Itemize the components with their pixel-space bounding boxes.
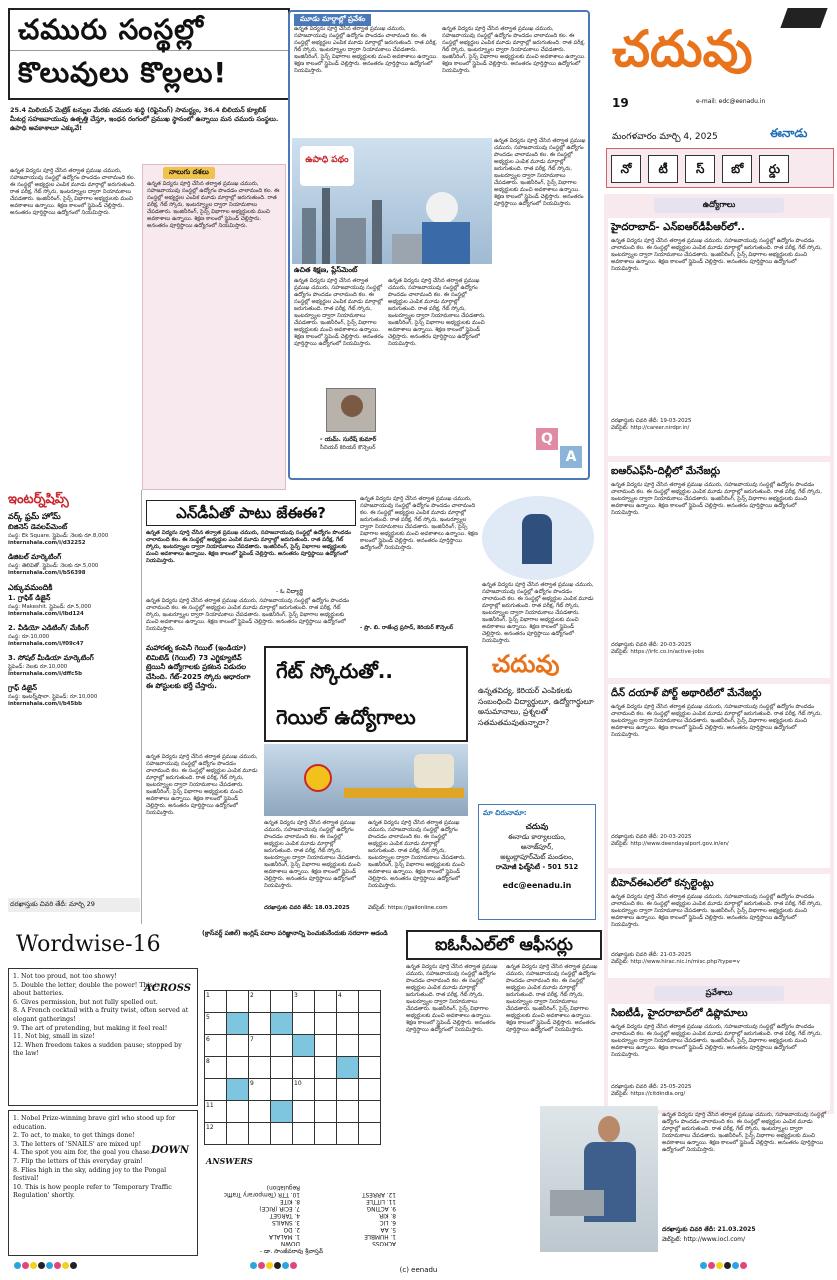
tank-icon	[414, 754, 454, 788]
lead-deck: 25.4 మిలియన్ మెట్రిక్ టన్నుల మేరకు చమురు శుద్ధి (రిఫైనింగ్) సామర్థ్యం, 36.4 బిలియన్ క్యూబిక్ మీటర్ల సహజవాయువు ఉత్పత్తి చేస్తూ, ఇంధన రంగంలో ప్రముఖ స్థానంలో ఉన్నాయి మన చమురు సంస్థలు. ఉపాధి అవకాశాలూ ఎక్కువే!	[10, 106, 279, 132]
q-letter: Q	[536, 428, 558, 450]
intern-details-5: స్టైపెండ్: నెలకు రూ.10,000	[8, 664, 68, 670]
three-ways-col2: ఉన్నత విద్యను పూర్తి చేసిన తర్వాత ప్రముఖ చమురు, సహజవాయువు సంస్థల్లో ఉద్యోగం పొందడం చాలామంది కల. ఈ సంస్థల్లో అభ్యర్థుల ఎంపిక మూడు మార్గాల్లో జరుగుతుంది. రాత పరీక్ష, గేట్ స్కోరు, ఇంటర్వ్యూల ద్వారా నియామకాలు చేపడతారు. ఇంజినీరింగ్, సైన్స్ విభాగాల అభ్యర్థులకు మంచి అవకాశాలు ఉన్నాయి. శిక్షణ కాలంలో స్టైపెండ్ చెల్లిస్తారు. అనంతరం పూర్తిస్థాయి ఉద్యోగంలో నియమిస్తారు.	[294, 278, 384, 347]
grid-cell[interactable]: 9	[249, 1079, 271, 1101]
lead-headline-line2: కొలువులు కొల్లలు!	[10, 50, 288, 95]
job-website-1[interactable]: వెబ్‌సైట్: http://career.nirdpr.in/	[611, 425, 690, 431]
grid-cell[interactable]	[315, 1035, 337, 1057]
notice-tile-2: టీ	[648, 155, 678, 183]
grid-cell[interactable]: 7	[249, 1035, 271, 1057]
across-clue-4: 9. The art of pretending, but making it feel real!	[13, 1024, 168, 1032]
gail-intro: మహారత్న కంపెనీ గెయిల్ (ఇండియా) లిమిటెడ్ (గెయిల్) 73 ఎగ్జిక్యూటివ్ ట్రెయినీ ఉద్యోగాలకు ప్రకటన విడుదల చేసింది. గేట్-2025 స్కోరు ఆధారంగా ఈ పోస్టులకు భర్తీ చేస్తారు.	[146, 644, 251, 691]
wordwise-title: Wordwise-16	[16, 932, 161, 957]
grid-cell	[271, 1013, 293, 1035]
nda-headline: ఎన్‌డీఏతో పాటు జేఈఈ?	[146, 500, 356, 526]
gail-headline-1: గేట్ స్కోరుతో..	[276, 659, 393, 683]
sidebar	[604, 194, 834, 1114]
nda-answer-sign: - ప్రొ. బి. రాజేంద్ర ప్రసాద్, కెరియర్ కౌన్సెలర్	[360, 625, 454, 631]
grid-cell[interactable]	[359, 1013, 381, 1035]
job-card-3	[608, 684, 830, 868]
black-dot-icon	[274, 1262, 281, 1269]
cyan-dot-icon	[732, 1262, 739, 1269]
intern-details-6: సంస్థ: ఇంటర్న్‌షాలా. స్టైపెండ్: రూ.10,000	[8, 694, 98, 700]
intern-link-1[interactable]: internshala.com/i/d32252	[8, 540, 86, 546]
grid-cell[interactable]	[359, 991, 381, 1013]
grid-cell[interactable]	[337, 1101, 359, 1123]
author-photo	[326, 388, 376, 432]
yellow-dot-icon	[62, 1262, 69, 1269]
wordwise-intro: (క్రాస్‌వర్డ్ పజిల్) ఇంగ్లిష్ పదాల పరిజ్ఞానాన్ని పెంచుకునేందుకు సరదాగా ఆడండి	[202, 930, 388, 937]
iocl-body-col3: ఉన్నత విద్యను పూర్తి చేసిన తర్వాత ప్రముఖ చమురు, సహజవాయువు సంస్థల్లో ఉద్యోగం పొందడం చాలామంది కల. ఈ సంస్థల్లో అభ్యర్థుల ఎంపిక మూడు మార్గాల్లో జరుగుతుంది. రాత పరీక్ష, గేట్ స్కోరు, ఇంటర్వ్యూల ద్వారా నియామకాలు చేపడతారు. ఇంజినీరింగ్, సైన్స్ విభాగాల అభ్యర్థులకు మంచి అవకాశాలు ఉన్నాయి. శిక్షణ కాలంలో స్టైపెండ్ చెల్లిస్తారు. అనంతరం పూర్తిస్థాయి ఉద్యోగంలో నియమిస్తారు.	[662, 1112, 827, 1153]
intern-details-2: సంస్థ: తెలివితో. స్టైపెండ్: నెలకు రూ.5,000	[8, 563, 99, 569]
cyan-dot-icon	[250, 1262, 257, 1269]
job-title-4: బీహెచ్‌ఈఎల్‌లో కన్సల్టెంట్లు	[611, 878, 714, 889]
grid-cell[interactable]	[359, 1123, 381, 1145]
intern-sub-5: 3. సోషల్ మీడియా మార్కెటింగ్	[8, 654, 94, 662]
grid-cell[interactable]	[337, 1013, 359, 1035]
promo-logo: చదువు	[492, 649, 560, 678]
down-clue-3: 4. The spot you aim for, the goal you chase.	[13, 1149, 152, 1157]
intern-sub-1: బిజినెస్ డెవలప్‌మెంట్	[8, 523, 68, 531]
gail-headline-2: గెయిల్ ఉద్యోగాలు	[276, 705, 416, 729]
answer-across-7: 12. ARREST	[362, 1191, 396, 1197]
answers-down	[210, 1183, 300, 1246]
intern-entry-5	[8, 654, 140, 678]
wordwise	[6, 928, 402, 1260]
graduation-cap-icon	[780, 8, 827, 28]
intern-sub-4: 2. వీడియో ఎడిటింగ్/ మేకింగ్	[8, 624, 89, 632]
students-illustration	[482, 496, 594, 580]
print-color-bar-right	[700, 1254, 748, 1273]
upadhi-graphic	[292, 138, 492, 264]
promo-address-2: అనాజ్‌పూర్,	[520, 843, 554, 851]
down-label: DOWN	[151, 1145, 189, 1156]
grid-cell[interactable]	[249, 1123, 271, 1145]
qa-icon	[532, 426, 588, 486]
page-number: 19	[612, 96, 629, 110]
gail-photo	[264, 744, 468, 816]
notice-tile-3: స్	[685, 155, 715, 183]
iocl-body-col2: ఉన్నత విద్యను పూర్తి చేసిన తర్వాత ప్రముఖ చమురు, సహజవాయువు సంస్థల్లో ఉద్యోగం పొందడం చాలామంది కల. ఈ సంస్థల్లో అభ్యర్థుల ఎంపిక మూడు మార్గాల్లో జరుగుతుంది. రాత పరీక్ష, గేట్ స్కోరు, ఇంటర్వ్యూల ద్వారా నియామకాలు చేపడతారు. ఇంజినీరింగ్, సైన్స్ విభాగాల అభ్యర్థులకు మంచి అవకాశాలు ఉన్నాయి. శిక్షణ కాలంలో స్టైపెండ్ చెల్లిస్తారు. అనంతరం పూర్తిస్థాయి ఉద్యోగంలో నియమిస్తారు.	[506, 964, 598, 1033]
promo-address-box	[478, 804, 596, 920]
grid-cell[interactable]: 8	[205, 1057, 227, 1079]
grid-cell[interactable]	[249, 1101, 271, 1123]
job-deadline-3: దరఖాస్తుకు చివరి తేదీ: 20-03-2025	[611, 834, 692, 840]
grid-cell[interactable]: 2	[249, 991, 271, 1013]
cyan-dot-icon	[282, 1262, 289, 1269]
promo-address-0: చదువు	[525, 822, 549, 831]
cyan-dot-icon	[14, 1262, 21, 1269]
black-dot-icon	[38, 1262, 45, 1269]
job-body-1: ఉన్నత విద్యను పూర్తి చేసిన తర్వాత ప్రముఖ చమురు, సహజవాయువు సంస్థల్లో ఉద్యోగం పొందడం చాలామంది కల. ఈ సంస్థల్లో అభ్యర్థుల ఎంపిక మూడు మార్గాల్లో జరుగుతుంది. రాత పరీక్ష, గేట్ స్కోరు, ఇంటర్వ్యూల ద్వారా నియామకాలు చేపడతారు. ఇంజినీరింగ్, సైన్స్ విభాగాల అభ్యర్థులకు మంచి అవకాశాలు ఉన్నాయి. శిక్షణ కాలంలో స్టైపెండ్ చెల్లిస్తారు. అనంతరం పూర్తిస్థాయి ఉద్యోగంలో నియమిస్తారు.	[611, 238, 822, 272]
three-ways-col4: ఉన్నత విద్యను పూర్తి చేసిన తర్వాత ప్రముఖ చమురు, సహజవాయువు సంస్థల్లో ఉద్యోగం పొందడం చాలామంది కల. ఈ సంస్థల్లో అభ్యర్థుల ఎంపిక మూడు మార్గాల్లో జరుగుతుంది. రాత పరీక్ష, గేట్ స్కోరు, ఇంటర్వ్యూల ద్వారా నియామకాలు చేపడతారు. ఇంజినీరింగ్, సైన్స్ విభాగాల అభ్యర్థులకు మంచి అవకాశాలు ఉన్నాయి. శిక్షణ కాలంలో స్టైపెండ్ చెల్లిస్తారు. అనంతరం పూర్తిస్థాయి ఉద్యోగంలో నియమిస్తారు.	[494, 138, 586, 207]
intern-details-1: సంస్థ: Ek Square. స్టైపెండ్: నెలకు రూ.8,000	[8, 533, 109, 539]
nda-answer-2: ఉన్నత విద్యను పూర్తి చేసిన తర్వాత ప్రముఖ చమురు, సహజవాయువు సంస్థల్లో ఉద్యోగం పొందడం చాలామంది కల. ఈ సంస్థల్లో అభ్యర్థుల ఎంపిక మూడు మార్గాల్లో జరుగుతుంది. రాత పరీక్ష, గేట్ స్కోరు, ఇంటర్వ్యూల ద్వారా నియామకాలు చేపడతారు. ఇంజినీరింగ్, సైన్స్ విభాగాల అభ్యర్థులకు మంచి అవకాశాలు ఉన్నాయి. శిక్షణ కాలంలో స్టైపెండ్ చెల్లిస్తారు. అనంతరం పూర్తిస్థాయి ఉద్యోగంలో నియమిస్తారు.	[360, 496, 478, 551]
answer-across-1: 1. HUMBLE	[364, 1233, 396, 1239]
yellow-dot-icon	[266, 1262, 273, 1269]
grid-cell[interactable]: 6	[205, 1035, 227, 1057]
three-ways-box	[288, 10, 590, 480]
grid-cell[interactable]: 4	[337, 991, 359, 1013]
grid-cell[interactable]	[227, 991, 249, 1013]
answer-across-5: 9. ACTING	[366, 1205, 396, 1211]
gail-logo-icon	[304, 764, 332, 792]
grid-cell[interactable]: 5	[205, 1013, 227, 1035]
grid-cell[interactable]	[249, 1013, 271, 1035]
intern-sub-3: 1. గ్రాఫిక్ డిజైన్	[8, 594, 51, 602]
graphic-caption: ఉచిత శిక్షణ, ప్లేస్‌మెంట్	[294, 266, 358, 274]
magenta-dot-icon	[258, 1262, 265, 1269]
iocl-website[interactable]: వెబ్‌సైట్: http://www.iocl.com/	[662, 1236, 746, 1243]
grid-cell[interactable]	[337, 1035, 359, 1057]
grid-cell[interactable]	[293, 1101, 315, 1123]
grid-cell[interactable]	[315, 1057, 337, 1079]
nda-story	[146, 496, 598, 644]
admission-website[interactable]: వెబ్‌సైట్: https://citdindia.org/	[611, 1091, 686, 1097]
grid-cell[interactable]	[227, 1101, 249, 1123]
masthead	[606, 4, 834, 190]
admission-body: ఉన్నత విద్యను పూర్తి చేసిన తర్వాత ప్రముఖ చమురు, సహజవాయువు సంస్థల్లో ఉద్యోగం పొందడం చాలామంది కల. ఈ సంస్థల్లో అభ్యర్థుల ఎంపిక మూడు మార్గాల్లో జరుగుతుంది. రాత పరీక్ష, గేట్ స్కోరు, ఇంటర్వ్యూల ద్వారా నియామకాలు చేపడతారు. ఇంజినీరింగ్, సైన్స్ విభాగాల అభ్యర్థులకు మంచి అవకాశాలు ఉన్నాయి. శిక్షణ కాలంలో స్టైపెండ్ చెల్లిస్తారు. అనంతరం పూర్తిస్థాయి ఉద్యోగంలో నియమిస్తారు.	[611, 1024, 822, 1058]
gail-website[interactable]: వెబ్‌సైట్: https://gailonline.com	[368, 905, 448, 911]
grid-cell	[271, 1101, 293, 1123]
across-box	[8, 968, 198, 1106]
intern-sub-2: డిజిటల్ మార్కెటింగ్	[8, 553, 62, 561]
nda-answer-3: ఉన్నత విద్యను పూర్తి చేసిన తర్వాత ప్రముఖ చమురు, సహజవాయువు సంస్థల్లో ఉద్యోగం పొందడం చాలామంది కల. ఈ సంస్థల్లో అభ్యర్థుల ఎంపిక మూడు మార్గాల్లో జరుగుతుంది. రాత పరీక్ష, గేట్ స్కోరు, ఇంటర్వ్యూల ద్వారా నియామకాలు చేపడతారు. ఇంజినీరింగ్, సైన్స్ విభాగాల అభ్యర్థులకు మంచి అవకాశాలు ఉన్నాయి. శిక్షణ కాలంలో స్టైపెండ్ చెల్లిస్తారు. అనంతరం పూర్తిస్థాయి ఉద్యోగంలో నియమిస్తారు.	[482, 582, 594, 644]
intern-entry-3	[8, 583, 140, 618]
grid-cell[interactable]: 1	[205, 991, 227, 1013]
grid-cell	[227, 1079, 249, 1101]
grid-cell[interactable]	[315, 1123, 337, 1145]
pipeline-icon	[344, 788, 464, 798]
job-title-3: దీన్ దయాళ్ పోర్ట్ అథారిటీలో మేనేజర్లు	[611, 688, 762, 699]
grid-cell[interactable]	[227, 1035, 249, 1057]
job-website-2[interactable]: వెబ్‌సైట్: https://irfc.co.in/active-jobs	[611, 649, 704, 655]
answer-down-5: 7. ECIR (RICE)	[259, 1205, 300, 1211]
cyan-dot-icon	[700, 1262, 707, 1269]
promo-address-3: అబ్దుల్లాపూర్‌మెట్ మండలం,	[500, 853, 574, 861]
down-box	[8, 1110, 198, 1256]
three-ways-tag: మూడు మార్గాల్లో ప్రవేశం	[294, 14, 371, 26]
grid-cell	[227, 1013, 249, 1035]
down-clue-5: 8. Flies high in the sky, adding joy to the Pongal festival!	[13, 1166, 167, 1183]
across-clue-5: 11. Not big, small in size!	[13, 1033, 95, 1041]
gail-body-col3: ఉన్నత విద్యను పూర్తి చేసిన తర్వాత ప్రముఖ చమురు, సహజవాయువు సంస్థల్లో ఉద్యోగం పొందడం చాలామంది కల. ఈ సంస్థల్లో అభ్యర్థుల ఎంపిక మూడు మార్గాల్లో జరుగుతుంది. రాత పరీక్ష, గేట్ స్కోరు, ఇంటర్వ్యూల ద్వారా నియామకాలు చేపడతారు. ఇంజినీరింగ్, సైన్స్ విభాగాల అభ్యర్థులకు మంచి అవకాశాలు ఉన్నాయి. శిక్షణ కాలంలో స్టైపెండ్ చెల్లిస్తారు. అనంతరం పూర్తిస్థాయి ఉద్యోగంలో నియమిస్తారు.	[368, 820, 466, 889]
footer-credit: (c) eenadu	[399, 1266, 438, 1274]
grid-cell[interactable]	[337, 1079, 359, 1101]
magenta-dot-icon	[708, 1262, 715, 1269]
intern-entry-4	[8, 624, 140, 648]
internships	[6, 490, 142, 924]
iocl-photo	[540, 1106, 658, 1252]
grid-cell[interactable]	[271, 1123, 293, 1145]
grid-cell[interactable]	[271, 1057, 293, 1079]
print-color-bar-left	[14, 1254, 78, 1273]
internships-footer: దరఖాస్తుకు చివరి తేదీ: మార్చి 29	[8, 898, 140, 912]
intern-entry-6	[8, 684, 140, 708]
admissions-label: ప్రవేశాలు	[654, 986, 784, 1001]
promo-address-label: మా చిరునామా:	[483, 809, 527, 817]
iocl-deadline: దరఖాస్తుకు చివరి తేదీ: 21.03.2025	[662, 1226, 756, 1233]
answer-down-3: 3. SNAILS	[272, 1219, 300, 1225]
black-dot-icon	[70, 1262, 77, 1269]
answer-down-6: 8. KITE	[279, 1198, 300, 1204]
job-deadline-1: దరఖాస్తుకు చివరి తేదీ: 19-03-2025	[611, 418, 692, 424]
gail-body-col2: ఉన్నత విద్యను పూర్తి చేసిన తర్వాత ప్రముఖ చమురు, సహజవాయువు సంస్థల్లో ఉద్యోగం పొందడం చాలామంది కల. ఈ సంస్థల్లో అభ్యర్థుల ఎంపిక మూడు మార్గాల్లో జరుగుతుంది. రాత పరీక్ష, గేట్ స్కోరు, ఇంటర్వ్యూల ద్వారా నియామకాలు చేపడతారు. ఇంజినీరింగ్, సైన్స్ విభాగాల అభ్యర్థులకు మంచి అవకాశాలు ఉన్నాయి. శిక్షణ కాలంలో స్టైపెండ్ చెల్లిస్తారు. అనంతరం పూర్తిస్థాయి ఉద్యోగంలో నియమిస్తారు.	[264, 820, 362, 889]
print-color-bar-mid	[250, 1254, 298, 1273]
answer-down-4: 4. TARGET	[269, 1212, 300, 1218]
grid-cell[interactable]	[271, 1079, 293, 1101]
job-body-4: ఉన్నత విద్యను పూర్తి చేసిన తర్వాత ప్రముఖ చమురు, సహజవాయువు సంస్థల్లో ఉద్యోగం పొందడం చాలామంది కల. ఈ సంస్థల్లో అభ్యర్థుల ఎంపిక మూడు మార్గాల్లో జరుగుతుంది. రాత పరీక్ష, గేట్ స్కోరు, ఇంటర్వ్యూల ద్వారా నియామకాలు చేపడతారు. ఇంజినీరింగ్, సైన్స్ విభాగాల అభ్యర్థులకు మంచి అవకాశాలు ఉన్నాయి. శిక్షణ కాలంలో స్టైపెండ్ చెల్లిస్తారు. అనంతరం పూర్తిస్థాయి ఉద్యోగంలో నియమిస్తారు.	[611, 894, 822, 928]
iocl-headline: ఐఓసీఎల్‌లో ఆఫీసర్లు	[406, 930, 602, 960]
across-clue-1: 5. Double the letter, double the power! This is about batteries.	[13, 981, 161, 998]
student-figure-icon	[522, 514, 552, 564]
gail-headline-box	[264, 646, 468, 742]
answers-block	[206, 1166, 396, 1246]
grid-cell[interactable]	[359, 1079, 381, 1101]
masthead-date: మంగళవారం మార్చి 4, 2025	[612, 132, 718, 142]
across-clue-2: 6. Gives permission, but not fully spelled out.	[13, 998, 158, 1006]
intern-heading-1: వర్క్ ఫ్రమ్ హోమ్	[8, 512, 61, 521]
notice-tile-5: ర్డు	[759, 155, 789, 183]
intern-details-4: సంస్థ: రూ.10,000	[8, 634, 50, 640]
grid-cell[interactable]	[315, 1079, 337, 1101]
admission-deadline: దరఖాస్తుకు చివరి తేదీ: 25-05-2025	[611, 1084, 692, 1090]
answers-label: ANSWERS	[206, 1156, 253, 1166]
down-clue-4: 7. Flip the letters of this everyday grain!	[13, 1157, 143, 1165]
jobs-label: ఉద్యోగాలు	[654, 198, 784, 213]
internships-list	[8, 512, 140, 892]
answer-down-0: DOWN	[280, 1240, 300, 1246]
gail-body-col1: ఉన్నత విద్యను పూర్తి చేసిన తర్వాత ప్రముఖ చమురు, సహజవాయువు సంస్థల్లో ఉద్యోగం పొందడం చాలామంది కల. ఈ సంస్థల్లో అభ్యర్థుల ఎంపిక మూడు మార్గాల్లో జరుగుతుంది. రాత పరీక్ష, గేట్ స్కోరు, ఇంటర్వ్యూల ద్వారా నియామకాలు చేపడతారు. ఇంజినీరింగ్, సైన్స్ విభాగాల అభ్యర్థులకు మంచి అవకాశాలు ఉన్నాయి. శిక్షణ కాలంలో స్టైపెండ్ చెల్లిస్తారు. అనంతరం పూర్తిస్థాయి ఉద్యోగంలో నియమిస్తారు.	[146, 754, 258, 816]
grid-cell[interactable]	[293, 1057, 315, 1079]
down-clue-0: 1. Nobel Prize-winning brave girl who stood up for education.	[13, 1115, 176, 1131]
job-body-2: ఉన్నత విద్యను పూర్తి చేసిన తర్వాత ప్రముఖ చమురు, సహజవాయువు సంస్థల్లో ఉద్యోగం పొందడం చాలామంది కల. ఈ సంస్థల్లో అభ్యర్థుల ఎంపిక మూడు మార్గాల్లో జరుగుతుంది. రాత పరీక్ష, గేట్ స్కోరు, ఇంటర్వ్యూల ద్వారా నియామకాలు చేపడతారు. ఇంజినీరింగ్, సైన్స్ విభాగాల అభ్యర్థులకు మంచి అవకాశాలు ఉన్నాయి. శిక్షణ కాలంలో స్టైపెండ్ చెల్లిస్తారు. అనంతరం పూర్తిస్థాయి ఉద్యోగంలో నియమిస్తారు.	[611, 482, 822, 516]
graphic-title: ఉపాధి పథం	[305, 155, 349, 165]
grid-cell[interactable]	[337, 1123, 359, 1145]
magenta-dot-icon	[54, 1262, 61, 1269]
masthead-logo: చదువు	[612, 19, 753, 78]
author-avatar	[341, 395, 363, 417]
grid-cell[interactable]	[359, 1035, 381, 1057]
intern-link-4[interactable]: internshala.com/i/f09c47	[8, 641, 84, 647]
grid-cell[interactable]	[315, 991, 337, 1013]
job-deadline-4: దరఖాస్తుకు చివరి తేదీ: 21-03-2025	[611, 952, 692, 958]
job-website-3[interactable]: వెబ్‌సైట్: http://www.deendayalport.gov.in/en/	[611, 841, 729, 847]
across-clue-0: 1. Not too proud, not too showy!	[13, 973, 117, 980]
grid-cell[interactable]	[293, 1013, 315, 1035]
answer-across-3: 6. LIC	[379, 1219, 396, 1225]
masthead-email: e-mail: edc@eenadu.in	[696, 98, 766, 105]
intern-sub-6: గ్రాఫ్ డిజైన్	[8, 684, 37, 692]
job-card-1	[608, 218, 830, 456]
grid-cell[interactable]	[293, 1123, 315, 1145]
admission-title: సిఐటీడీ, హైదరాబాద్‌లో డిప్లొమాలు	[611, 1008, 748, 1019]
cyan-dot-icon	[46, 1262, 53, 1269]
three-ways-body: ఉన్నత విద్యను పూర్తి చేసిన తర్వాత ప్రముఖ చమురు, సహజవాయువు సంస్థల్లో ఉద్యోగం పొందడం చాలామంది కల. ఈ సంస్థల్లో అభ్యర్థుల ఎంపిక మూడు మార్గాల్లో జరుగుతుంది. రాత పరీక్ష, గేట్ స్కోరు, ఇంటర్వ్యూల ద్వారా నియామకాలు చేపడతారు. ఇంజినీరింగ్, సైన్స్ విభాగాల అభ్యర్థులకు మంచి అవకాశాలు ఉన్నాయి. శిక్షణ కాలంలో స్టైపెండ్ చెల్లిస్తారు. అనంతరం పూర్తిస్థాయి ఉద్యోగంలో నియమిస్తారు.	[294, 26, 438, 74]
nda-byline: - ఓ విద్యార్థి	[276, 588, 304, 595]
iocl-body-col1: ఉన్నత విద్యను పూర్తి చేసిన తర్వాత ప్రముఖ చమురు, సహజవాయువు సంస్థల్లో ఉద్యోగం పొందడం చాలామంది కల. ఈ సంస్థల్లో అభ్యర్థుల ఎంపిక మూడు మార్గాల్లో జరుగుతుంది. రాత పరీక్ష, గేట్ స్కోరు, ఇంటర్వ్యూల ద్వారా నియామకాలు చేపడతారు. ఇంజినీరింగ్, సైన్స్ విభాగాల అభ్యర్థులకు మంచి అవకాశాలు ఉన్నాయి. శిక్షణ కాలంలో స్టైపెండ్ చెల్లిస్తారు. అనంతరం పూర్తిస్థాయి ఉద్యోగంలో నియమిస్తారు.	[406, 964, 498, 1033]
promo-address-1: ఈనాడు కార్యాలయం,	[508, 833, 566, 841]
black-dot-icon	[724, 1262, 731, 1269]
gail-story	[146, 642, 474, 924]
job-deadline-2: దరఖాస్తుకు చివరి తేదీ: 20-03-2025	[611, 642, 692, 648]
magenta-dot-icon	[22, 1262, 29, 1269]
lead-headline-box	[8, 8, 290, 100]
down-clue-2: 3. The letters of 'SNAILS' are mixed up!	[13, 1140, 142, 1148]
answer-down-2: 2. DO	[283, 1226, 300, 1232]
grid-cell[interactable]	[315, 1013, 337, 1035]
job-title-1: హైదరాబాద్- ఎన్‌ఐఆర్‌డీపీఆర్‌లో..	[611, 222, 745, 233]
down-clue-6: 10. This is how people refer to 'Temporary Traffic Regulation' shortly.	[13, 1183, 172, 1200]
grid-cell	[293, 1035, 315, 1057]
down-clue-1: 2. To act, to make, to get things done!	[13, 1132, 135, 1140]
person-head-icon	[598, 1116, 620, 1142]
grid-cell[interactable]: 10	[293, 1079, 315, 1101]
nda-question: ఉన్నత విద్యను పూర్తి చేసిన తర్వాత ప్రముఖ చమురు, సహజవాయువు సంస్థల్లో ఉద్యోగం పొందడం చాలామంది కల. ఈ సంస్థల్లో అభ్యర్థుల ఎంపిక మూడు మార్గాల్లో జరుగుతుంది. రాత పరీక్ష, గేట్ స్కోరు, ఇంటర్వ్యూల ద్వారా నియామకాలు చేపడతారు. ఇంజినీరింగ్, సైన్స్ విభాగాల అభ్యర్థులకు మంచి అవకాశాలు ఉన్నాయి. శిక్షణ కాలంలో స్టైపెండ్ చెల్లిస్తారు. అనంతరం పూర్తిస్థాయి ఉద్యోగంలో నియమిస్తారు.	[146, 530, 352, 564]
answer-across-6: 11. LITTLE	[366, 1198, 396, 1204]
crossword-grid	[204, 990, 381, 1145]
lead-headline-line1: చమురు సంస్థల్లో	[18, 13, 204, 46]
grid-cell[interactable]: 3	[293, 991, 315, 1013]
intern-link-3[interactable]: internshala.com/i/lbd124	[8, 611, 84, 617]
intern-entry-1	[8, 512, 140, 547]
promo-email[interactable]: edc@eenadu.in	[502, 881, 572, 890]
job-body-3: ఉన్నత విద్యను పూర్తి చేసిన తర్వాత ప్రముఖ చమురు, సహజవాయువు సంస్థల్లో ఉద్యోగం పొందడం చాలామంది కల. ఈ సంస్థల్లో అభ్యర్థుల ఎంపిక మూడు మార్గాల్లో జరుగుతుంది. రాత పరీక్ష, గేట్ స్కోరు, ఇంటర్వ్యూల ద్వారా నియామకాలు చేపడతారు. ఇంజినీరింగ్, సైన్స్ విభాగాల అభ్యర్థులకు మంచి అవకాశాలు ఉన్నాయి. శిక్షణ కాలంలో స్టైపెండ్ చెల్లిస్తారు. అనంతరం పూర్తిస్థాయి ఉద్యోగంలో నియమిస్తారు.	[611, 704, 822, 738]
grid-cell[interactable]	[271, 1035, 293, 1057]
three-ways-body-r: ఉన్నత విద్యను పూర్తి చేసిన తర్వాత ప్రముఖ చమురు, సహజవాయువు సంస్థల్లో ఉద్యోగం పొందడం చాలామంది కల. ఈ సంస్థల్లో అభ్యర్థుల ఎంపిక మూడు మార్గాల్లో జరుగుతుంది. రాత పరీక్ష, గేట్ స్కోరు, ఇంటర్వ్యూల ద్వారా నియామకాలు చేపడతారు. ఇంజినీరింగ్, సైన్స్ విభాగాల అభ్యర్థులకు మంచి అవకాశాలు ఉన్నాయి. శిక్షణ కాలంలో స్టైపెండ్ చెల్లిస్తారు. అనంతరం పూర్తిస్థాయి ఉద్యోగంలో నియమిస్తారు.	[442, 26, 586, 74]
intern-heading-3: ఎక్కువమందికి	[8, 583, 53, 592]
internships-title: ఇంటర్న్‌షిప్స్	[8, 492, 69, 507]
yellow-dot-icon	[30, 1262, 37, 1269]
promo-text: ఉన్నతవిద్య, కెరియర్ ఎంపికలకు సంబంధించి విద్యార్థులూ, ఉద్యోగార్థులూ అనుమానాలు, ప్రశ్నలతో సతమతమవుతున్నారా?	[478, 686, 594, 727]
across-clue-3: 8. A French cocktail with a fruity twist, often served at elegant gatherings!	[13, 1007, 189, 1023]
notice-tile-1: నో	[611, 155, 641, 183]
intern-link-5[interactable]: internshala.com/i/dffc5b	[8, 671, 82, 677]
grid-cell[interactable]	[249, 1057, 271, 1079]
job-title-2: ఐఆర్‌ఎఫ్‌సీ-దిల్లీలో మేనేజర్లు	[611, 466, 721, 477]
intern-entry-2	[8, 553, 140, 577]
nda-answer-1: ఉన్నత విద్యను పూర్తి చేసిన తర్వాత ప్రముఖ చమురు, సహజవాయువు సంస్థల్లో ఉద్యోగం పొందడం చాలామంది కల. ఈ సంస్థల్లో అభ్యర్థుల ఎంపిక మూడు మార్గాల్లో జరుగుతుంది. రాత పరీక్ష, గేట్ స్కోరు, ఇంటర్వ్యూల ద్వారా నియామకాలు చేపడతారు. ఇంజినీరింగ్, సైన్స్ విభాగాల అభ్యర్థులకు మంచి అవకాశాలు ఉన్నాయి. శిక్షణ కాలంలో స్టైపెండ్ చెల్లిస్తారు. అనంతరం పూర్తిస్థాయి ఉద్యోగంలో నియమిస్తారు.	[146, 598, 350, 632]
wordwise-author: - డా. సాంజీవరావు శ్రీవాస్తవ్	[260, 1248, 324, 1255]
grid-cell[interactable]: 11	[205, 1101, 227, 1123]
answer-down-1: 1. MALALA	[269, 1233, 300, 1239]
grid-cell[interactable]	[271, 991, 293, 1013]
three-ways-col3: ఉన్నత విద్యను పూర్తి చేసిన తర్వాత ప్రముఖ చమురు, సహజవాయువు సంస్థల్లో ఉద్యోగం పొందడం చాలామంది కల. ఈ సంస్థల్లో అభ్యర్థుల ఎంపిక మూడు మార్గాల్లో జరుగుతుంది. రాత పరీక్ష, గేట్ స్కోరు, ఇంటర్వ్యూల ద్వారా నియామకాలు చేపడతారు. ఇంజినీరింగ్, సైన్స్ విభాగాల అభ్యర్థులకు మంచి అవకాశాలు ఉన్నాయి. శిక్షణ కాలంలో స్టైపెండ్ చెల్లిస్తారు. అనంతరం పూర్తిస్థాయి ఉద్యోగంలో నియమిస్తారు.	[388, 278, 486, 347]
notice-board	[606, 148, 834, 188]
laptop-icon	[550, 1190, 604, 1216]
info-box	[142, 164, 286, 490]
notice-tile-4: బో	[722, 155, 752, 183]
answer-across-2: 5. AA	[380, 1226, 396, 1232]
job-website-4[interactable]: వెబ్‌సైట్: http://www.hirac.nic.in/misc.php?type=v	[611, 959, 740, 965]
grid-cell[interactable]: 12	[205, 1123, 227, 1145]
job-card-4	[608, 874, 830, 978]
grid-cell	[337, 1057, 359, 1079]
paper-name: ఈనాడు	[770, 126, 808, 140]
yellow-dot-icon	[716, 1262, 723, 1269]
answer-across-4: 8. KIR	[379, 1212, 396, 1218]
refinery-illustration	[292, 178, 492, 264]
magenta-dot-icon	[740, 1262, 747, 1269]
lead-story	[6, 6, 592, 490]
lead-body-col1: ఉన్నత విద్యను పూర్తి చేసిన తర్వాత ప్రముఖ చమురు, సహజవాయువు సంస్థల్లో ఉద్యోగం పొందడం చాలామంది కల. ఈ సంస్థల్లో అభ్యర్థుల ఎంపిక మూడు మార్గాల్లో జరుగుతుంది. రాత పరీక్ష, గేట్ స్కోరు, ఇంటర్వ్యూల ద్వారా నియామకాలు చేపడతారు. ఇంజినీరింగ్, సైన్స్ విభాగాల అభ్యర్థులకు మంచి అవకాశాలు ఉన్నాయి. శిక్షణ కాలంలో స్టైపెండ్ చెల్లిస్తారు. అనంతరం పూర్తిస్థాయి ఉద్యోగంలో నియమిస్తారు.	[10, 168, 136, 216]
answer-down-7: 10. TTR (Temporary Traffic Regulation)	[223, 1184, 300, 1197]
author-caption: - యమ్. సురేష్ కుమార్	[320, 436, 377, 443]
intern-link-6[interactable]: internshala.com/i/b45bb	[8, 701, 83, 707]
chaduvu-promo	[478, 646, 598, 924]
grid-cell[interactable]	[359, 1101, 381, 1123]
across-clue-6: 12. When freedom takes a sudden pause; stopped by the law!	[13, 1041, 182, 1058]
intern-details-3: సంస్థ: Makeshit. స్టైపెండ్: రూ.5,000	[8, 604, 92, 610]
author-sub: సీనియర్ కెరియర్ కౌన్సెలర్	[320, 445, 376, 451]
job-card-2	[608, 462, 830, 678]
grid-cell[interactable]	[205, 1079, 227, 1101]
answers-across	[306, 1190, 396, 1246]
answer-across-0: ACROSS	[372, 1240, 396, 1246]
intern-link-2[interactable]: internshala.com/i/b56398	[8, 570, 86, 576]
admission-card	[608, 1004, 830, 1110]
grid-cell[interactable]	[227, 1057, 249, 1079]
magenta-dot-icon	[290, 1262, 297, 1269]
a-letter: A	[560, 446, 582, 468]
across-label: ACROSS	[144, 983, 191, 994]
grid-cell[interactable]	[359, 1057, 381, 1079]
grid-cell[interactable]	[315, 1101, 337, 1123]
info-box-body: ఉన్నత విద్యను పూర్తి చేసిన తర్వాత ప్రముఖ చమురు, సహజవాయువు సంస్థల్లో ఉద్యోగం పొందడం చాలామంది కల. ఈ సంస్థల్లో అభ్యర్థుల ఎంపిక మూడు మార్గాల్లో జరుగుతుంది. రాత పరీక్ష, గేట్ స్కోరు, ఇంటర్వ్యూల ద్వారా నియామకాలు చేపడతారు. ఇంజినీరింగ్, సైన్స్ విభాగాల అభ్యర్థులకు మంచి అవకాశాలు ఉన్నాయి. శిక్షణ కాలంలో స్టైపెండ్ చెల్లిస్తారు. అనంతరం పూర్తిస్థాయి ఉద్యోగంలో నియమిస్తారు.	[147, 181, 280, 229]
promo-address-4: రామోజీ ఫిల్మ్‌సిటీ - 501 512	[495, 863, 579, 871]
info-box-title: నాలుగు దశలు	[163, 167, 215, 179]
grid-cell[interactable]	[227, 1123, 249, 1145]
gail-deadline: దరఖాస్తుకు చివరి తేదీ: 18.03.2025	[264, 905, 350, 911]
